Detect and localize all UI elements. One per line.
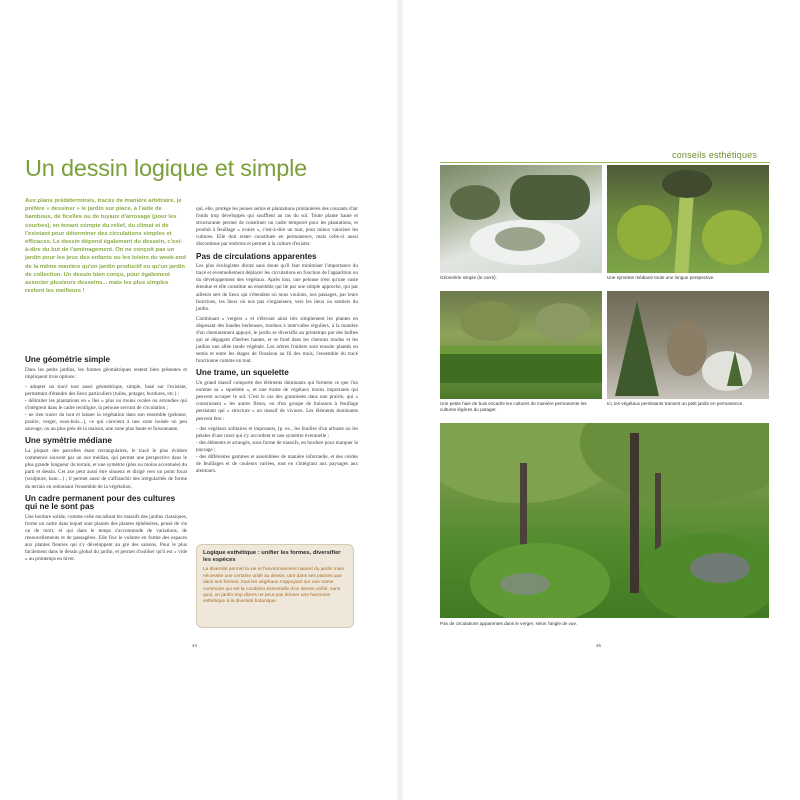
trame-list bbox=[196, 426, 358, 476]
heading-cadre: Un cadre permanent pour des cultures qui ne le sont pas bbox=[25, 493, 176, 512]
photo-snowy-square-garden bbox=[440, 165, 602, 273]
geometrie-list bbox=[25, 384, 187, 434]
info-box bbox=[196, 544, 354, 628]
photo-caption: Géométrie simple (le carré). bbox=[440, 275, 497, 280]
trame-body: Un grand massif comporte des éléments dominants qui forment ce que l'on nomme sa « squelette », et une trame de végétaux moins importants qui peuvent occuper le sol. C'est le cas des graminées dans une prairie, qui « construisent » les autres fleurs, ou d'un groupe de buissons à feuillage persistant qui « structure » un massif de vivaces. Les éléments dominants peuvent être : bbox=[196, 380, 358, 422]
circulations-body-2: Combinant « vergers » et s'élevant ainsi très simplement les plantes en disposant des bandes herbeuses, tondues à intervalles réguliers, à la manière d'un cheminement appuyé, le jardin se diversifie au printemps par des bulbes qui se dégagent d'herbes hautes, et se fond dans les chemins tondus et les jardins une allée tonde végétale. Les arbres fruitiers sont ensuite plantés en semis et entre les étages de floraison au fil des mois, l'ensemble du tracé fonctionne comme un tout. bbox=[196, 315, 358, 365]
photo-caption: Une symétrie médiane toute une longue perspective. bbox=[607, 275, 715, 280]
circulations-body-1: Les plus écologistes diront sans doute qu'il faut minimiser l'importance du tracé et éventuellement déplacer les circulations en fonction de l'apparition ou du développement des végétaux. Après tout, une pelouse n'est qu'une vaste étendue et elle constitue un ensemble qui lie par une simple approche, qui par ailleurs sert de lieux qui s'étendent où nous voulons, nos passages, par leurs fonctions, les lieux où nos pas s'organisent, vers les lieux ou sentiers du jardin. bbox=[196, 263, 358, 312]
folio-left: 44 bbox=[192, 643, 198, 648]
folio-right: 45 bbox=[596, 643, 602, 648]
list-item: - des végétaux solitaires et imposants, (p. ex., les feuilles d'un arbuste ou les pétales d'une rose) qui s'y accordent et une symétrie éventuelle ; bbox=[196, 426, 358, 440]
column-b-opening: qui, elle, protège les jeunes semis et plantations printanières des courants d'air froids trop développés qui soufflent au ras du sol. Toute plante haute et structurante permet de constituer un cadre temporel pour les plantations, et produit à feuillage « ovaire », c'est-à-dire un tout, pour mieux valoriser les cultures. Elle doit rester constituée en permanence, mais celle-ci aussi discontinue par endroits et permet à la culture d'exister. bbox=[196, 206, 358, 248]
book-gutter bbox=[396, 0, 404, 800]
photo-box-hedge bbox=[440, 291, 602, 399]
photo-caption: Pas de circulations apparentes dans le verger, selon l'angle de vue. bbox=[440, 621, 578, 626]
right-page bbox=[400, 0, 800, 800]
symetrie-body: La plupart des parcelles étant rectangulaires, le tracé le plus évident commence souvent par un axe médian, qui permet une perspective dans le plus grande longueur du terrain, et une symétrie (plus ou moins accentuée) du parti et dessin. Cet axe peut aussi être sinueux et dirigé vers un point focal (sculpture, banc...) ; il permet aussi de s'affranchir des irrégularités de forme du terrain en redonnant l'ensemble de la végétation. bbox=[25, 448, 187, 490]
cadre-body: Une bordure solide, comme celle encadrant les massifs des jardins classiques, forme un cadre dans lequel sont plantés des plantes éphémères, pensé de vie ou de mort, et qui dans le temps s'accommode de variations, de renouvellements et de passagères. Elle fixe le volume en forme des espaces aux plantes fleuries qui s'y développent au gré des saisons. Pour le plus facilement dans le dessin global du jardin, et permet d'oublier qu'il est « vide » au printemps en hiver. bbox=[25, 513, 187, 563]
info-box-body: La diversité permet la vie et l'environnement naturel du jardin mais nécessite une certaine unité au dessin, tant dans ses plantes que dans ses formes, tous les végétaux s'appuyant sur une trame commune qui est la condition essentielle d'un dessin unifié, sans quoi, un jardin trop divers ne peut pas donner une harmonie esthétique à la diversité botanique. bbox=[203, 567, 344, 605]
photo-evergreens-snow bbox=[607, 291, 769, 399]
heading-symetrie: Une symétrie médiane bbox=[25, 436, 112, 446]
intro-paragraph: Aux plans prédéterminés, tracés de manière arbitraire, je préfère « dessiner » le jardin sur place, à l'aide de bambous, de ficelles ou de tuyaux d'arrosage (pour les courbes), en tenant compte du relief, du climat et de l'existant pour déterminer des circulations simples et efficaces. Le dessin dépend également du dessein, c'est-à-dire du but de l'aménagement. On ne conçoit pas un jardin pour les jeux des enfants ou les loisirs du week-end de la même manière qu'un jardin productif ou qu'un jardin de collection. Un dessin bien conçu, pour également associer plusieurs desseins... mais les plus simples restent les meilleurs ! bbox=[25, 198, 186, 295]
section-rule bbox=[440, 162, 770, 163]
column-right bbox=[196, 206, 358, 478]
geometrie-lead: Dans les petits jardins, les formes géométriques restent bien présentes et impliquent trois options : bbox=[25, 366, 187, 380]
heading-circulations: Pas de circulations apparentes bbox=[196, 251, 317, 261]
photo-orchard-paths bbox=[440, 423, 769, 618]
list-item: - ne rien tracer du tout et laisser la végétation dans son ensemble (pelouse, prairie, verger, sous-bois...), ce qui convient à une zone boisée un peu sauvage, ou au plus près de la maison, une zone plus haute et foisonnante. bbox=[25, 412, 187, 433]
info-box-title: Logique esthétique : unifier les formes, diversifier les espèces bbox=[203, 550, 341, 564]
photo-symmetry-perspective bbox=[607, 165, 769, 273]
column-left bbox=[25, 352, 187, 566]
list-item: - délimiter les plantations en « îles » plus ou moins ovales ou arrondies qui s'intègrent dans le cadre rectiligne, la pelouse servant de circulation ; bbox=[25, 398, 187, 412]
list-item: - adopter un tracé tout aussi géométrique, simple, basé sur l'existant, permettant d'étendre des lieux particuliers (tuiles, potager, bordures, etc.) ; bbox=[25, 384, 187, 398]
section-tag: conseils esthétiques bbox=[672, 150, 758, 160]
heading-trame: Une trame, un squelette bbox=[196, 368, 289, 378]
heading-geometrie: Une géométrie simple bbox=[25, 355, 111, 364]
page-title: Un dessin logique et simple bbox=[25, 155, 307, 181]
list-item: - des différentes gammes et assemblées de manière informelle, et des cordes de feuillages et de couleurs variées, tout en s'intégrant aux paysages aux alentours. bbox=[196, 454, 358, 475]
photo-caption: Ici, les végétaux persistants trament un petit jardin en permanence. bbox=[607, 401, 744, 406]
list-item: - des éléments et arrangés, sous forme de massifs, en bordure pour marquer le paysage ; bbox=[196, 440, 358, 454]
photo-caption: Une petite haie de buis encadre les cultures de manière permanente les cultures légères du potager. bbox=[440, 401, 587, 412]
